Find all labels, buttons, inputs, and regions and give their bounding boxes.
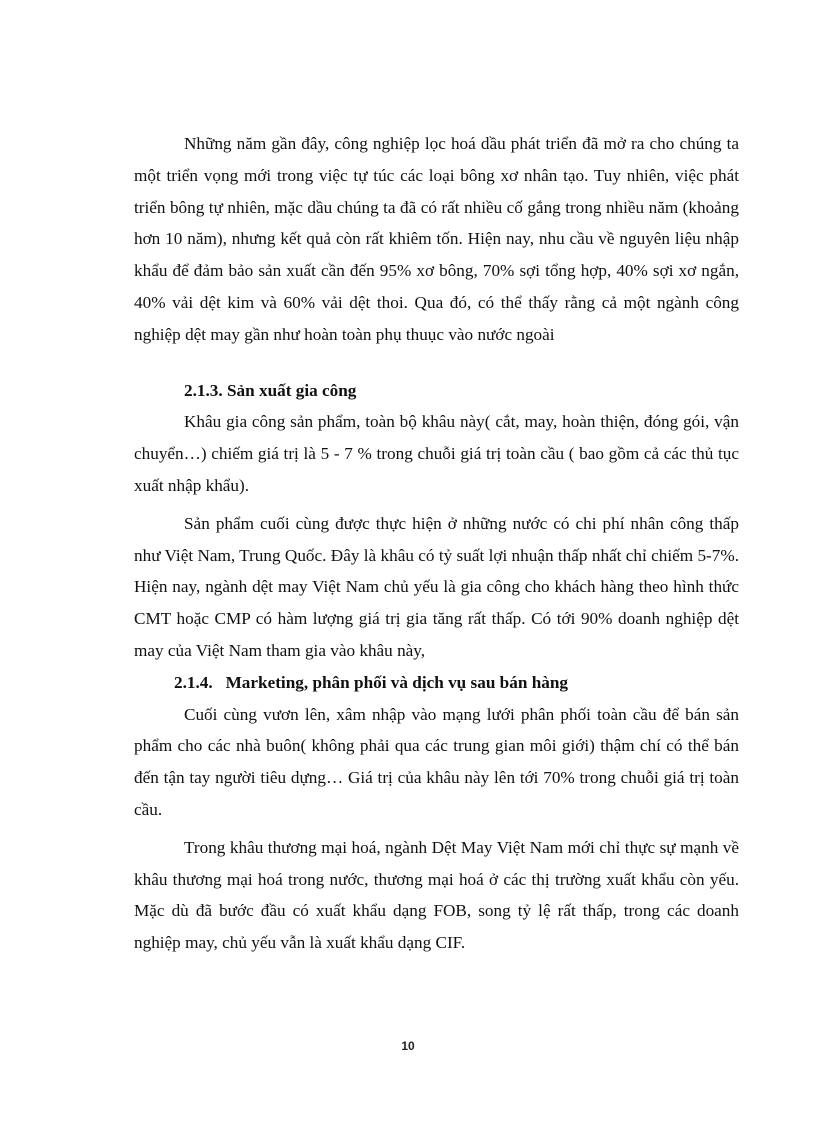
document-body xyxy=(134,128,739,959)
paragraph-final-products: Sản phẩm cuối cùng được thực hiện ở những nước có chi phí nhân công thấp như Việt Nam, Trung Quốc. Đây là khâu có tỷ suất lợi nhuận thấp nhất chỉ chiếm 5-7%. Hiện nay, ngành dệt may Việt Nam chủ yếu là gia công cho khách hàng theo hình thức CMT hoặc CMP có hàm lượng giá trị gia tăng rất thấp. Có tới 90% doanh nghiệp dệt may của Việt Nam tham gia vào khâu này, xyxy=(134,513,739,660)
section-heading-2-1-3: 2.1.3. Sản xuất gia công xyxy=(184,380,357,400)
page-number: 10 xyxy=(401,1039,415,1053)
paragraph-commercialization: Trong khâu thương mại hoá, ngành Dệt May Việt Nam mới chỉ thực sự mạnh về khâu thương mại hoá trong nước, thương mại hoá ở các thị trường xuất khẩu còn yếu. Mặc dù đã bước đầu có xuất khẩu dạng FOB, song tỷ lệ rất thấp, trong các doanh nghiệp may, chủ yếu vẫn là xuất khẩu dạng CIF. xyxy=(134,837,739,953)
paragraph-textile-materials: Những năm gần đây, công nghiệp lọc hoá dầu phát triển đã mở ra cho chúng ta một triển vọng mới trong việc tự túc các loại bông xơ nhân tạo. Tuy nhiên, việc phát triển bông tự nhiên, mặc dầu chúng ta đã có rất nhiều cố gắng trong nhiều năm (khoảng hơn 10 năm), nhưng kết quả còn rất khiêm tốn. Hiện nay, nhu cầu về nguyên liệu nhập khẩu để đảm bảo sản xuất cần đến 95% xơ bông, 70% sợi tổng hợp, 40% sợi xơ ngắn, 40% vải dệt kim và 60% vải dệt thoi. Qua đó, có thể thấy rằng cả một ngành công nghiệp dệt may gần như hoàn toàn phụ thuục vào nước ngoài xyxy=(134,134,739,344)
paragraph-distribution-network: Cuối cùng vươn lên, xâm nhập vào mạng lưới phân phối toàn cầu để bán sản phẩm cho các nhà buôn( không phải qua các trung gian môi giới) thậm chí có thể bán đến tận tay người tiêu dựng… Giá trị của khâu này lên tới 70% trong chuỗi giá trị toàn cầu. xyxy=(134,704,739,819)
paragraph-processing-stage: Khâu gia công sản phẩm, toàn bộ khâu này( cắt, may, hoàn thiện, đóng gói, vận chuyển…) chiếm giá trị là 5 - 7 % trong chuỗi giá trị toàn cầu ( bao gồm cả các thủ tục xuất nhập khẩu). xyxy=(134,412,739,495)
spacer xyxy=(134,351,739,375)
section-heading-2-1-4: 2.1.4. Marketing, phân phối và dịch vụ sau bán hàng xyxy=(174,672,568,692)
